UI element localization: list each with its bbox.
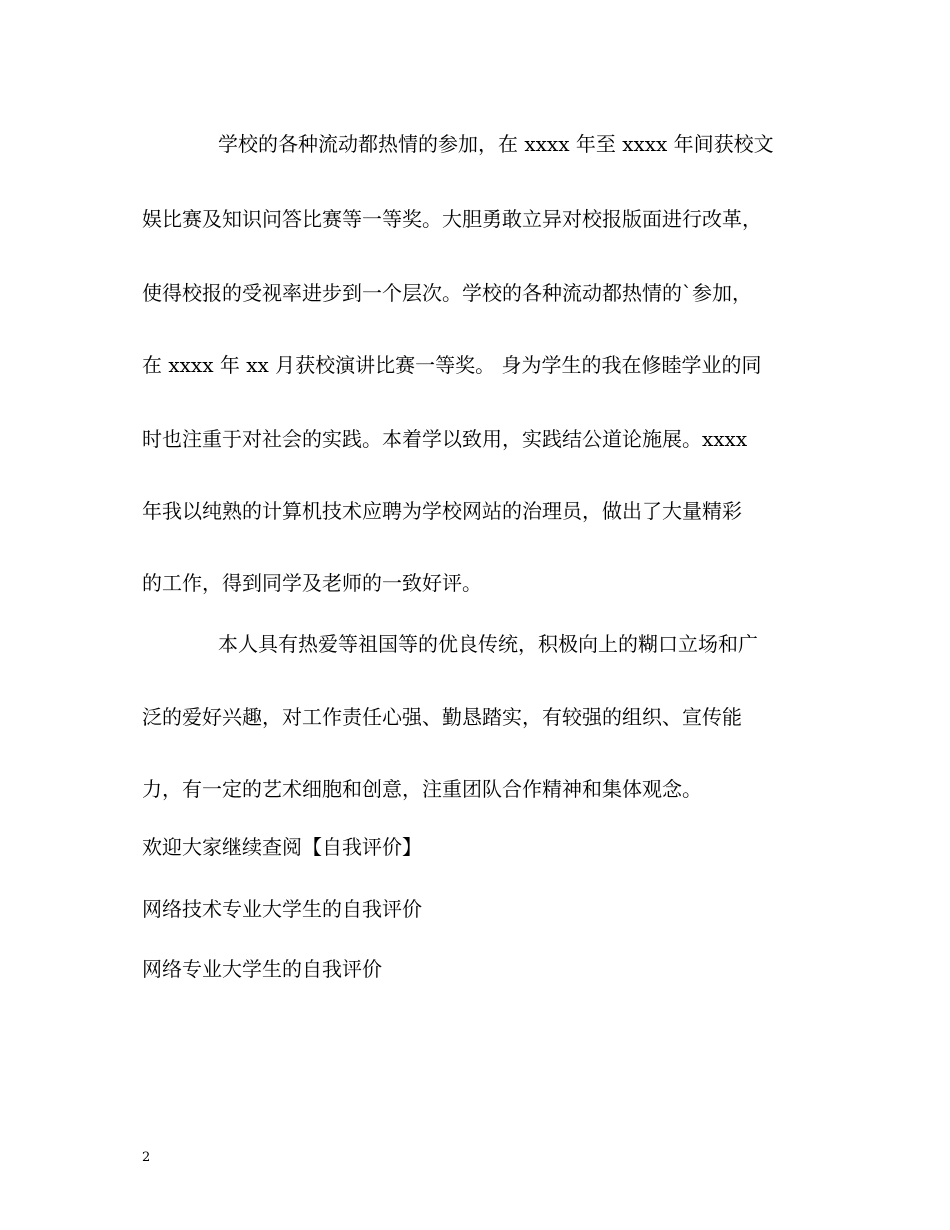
paragraph-1-line-2: 娱比赛及知识问答比赛等一等奖。大胆勇敢立异对校报版面进行改革，: [142, 207, 762, 231]
related-link-network-tech-evaluation[interactable]: 网络技术专业大学生的自我评价: [142, 897, 422, 921]
paragraph-1-line-6: 年我以纯熟的计算机技术应聘为学校网站的治理员，做出了大量精彩: [142, 499, 742, 523]
related-link-network-major-evaluation[interactable]: 网络专业大学生的自我评价: [142, 957, 382, 981]
paragraph-1-line-1: 学校的各种流动都热情的参加，在 xxxx 年至 xxxx 年间获校文: [218, 132, 774, 156]
page-number: 2: [142, 1150, 151, 1165]
paragraph-1-line-3: 使得校报的受视率进步到一个层次。学校的各种流动都热情的`参加，: [142, 281, 752, 305]
paragraph-1-line-4: 在 xxxx 年 xx 月获校演讲比赛一等奖。 身为学生的我在修睦学业的同: [142, 353, 762, 377]
paragraph-1-line-7: 的工作，得到同学及老师的一致好评。: [142, 571, 482, 595]
paragraph-2-line-3: 力，有一定的艺术细胞和创意，注重团队合作精神和集体观念。: [142, 777, 702, 801]
paragraph-2-line-2: 泛的爱好兴趣，对工作责任心强、勤恳踏实，有较强的组织、宣传能: [142, 705, 742, 729]
paragraph-1-line-5: 时也注重于对社会的实践。本着学以致用，实践结公道论施展。xxxx: [142, 427, 748, 451]
paragraph-2-line-1: 本人具有热爱等祖国等的优良传统，积极向上的糊口立场和广: [218, 632, 758, 656]
related-link-self-evaluation[interactable]: 欢迎大家继续查阅【自我评价】: [142, 835, 422, 859]
